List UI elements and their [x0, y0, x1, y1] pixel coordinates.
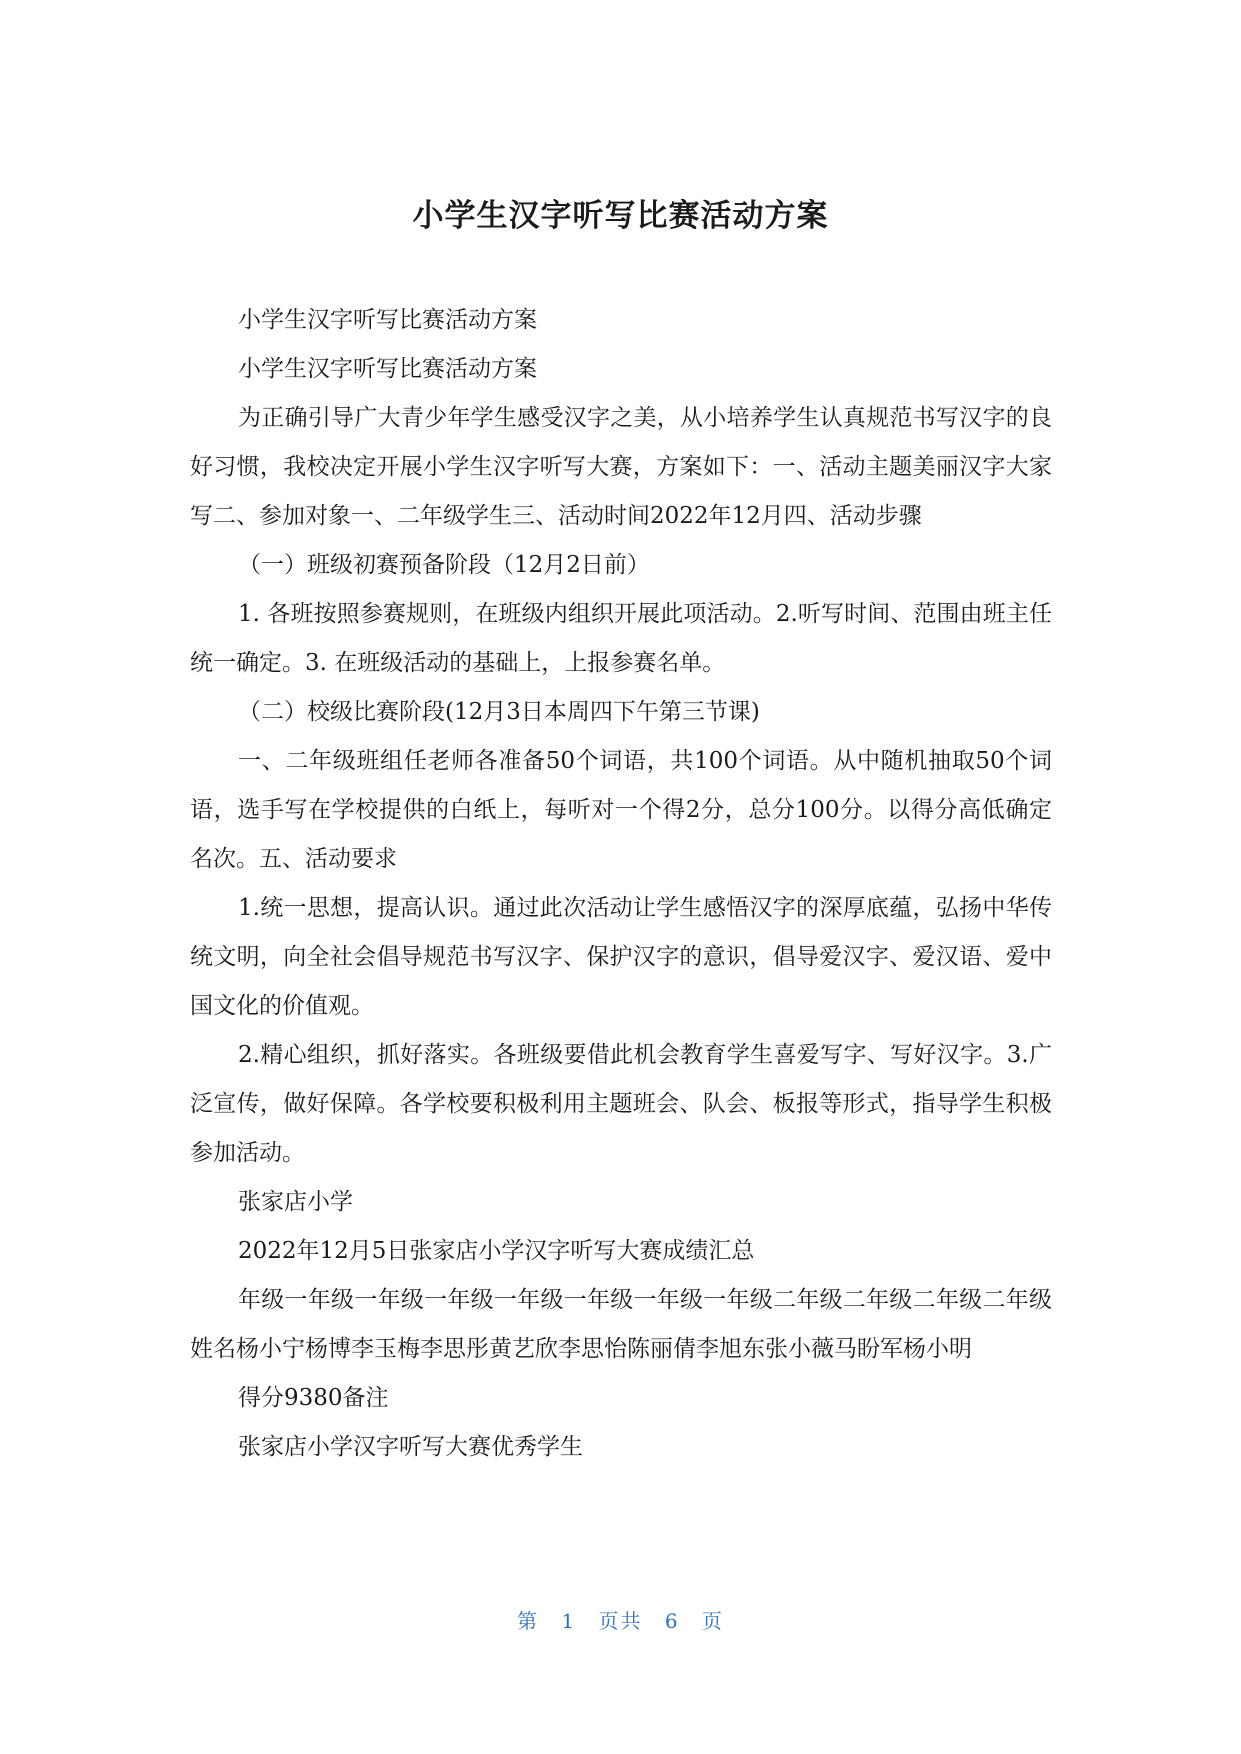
paragraph: 年级一年级一年级一年级一年级一年级一年级一年级二年级二年级二年级二年级姓名杨小宁杨博李玉梅李思彤黄艺欣李思怡陈丽倩李旭东张小薇马盼军杨小明 [190, 1287, 1052, 1362]
document-body [190, 296, 1052, 1472]
paragraph: 张家店小学 [238, 1189, 353, 1215]
paragraph: 小学生汉字听写比赛活动方案 [238, 307, 537, 333]
paragraph: 小学生汉字听写比赛活动方案 [238, 356, 537, 382]
footer-middle: 页共 [598, 1609, 643, 1633]
footer-current-page: 1 [561, 1609, 577, 1633]
paragraph: 张家店小学汉字听写大赛优秀学生 [238, 1434, 583, 1460]
footer-prefix: 第 [517, 1609, 540, 1633]
footer-suffix: 页 [701, 1609, 724, 1633]
paragraph: 1.统一思想，提高认识。通过此次活动让学生感悟汉字的深厚底蕴，弘扬中华传统文明，向全社会倡导规范书写汉字、保护汉字的意识，倡导爱汉字、爱汉语、爱中国文化的价值观。 [190, 895, 1052, 1019]
paragraph: 2022年12月5日张家店小学汉字听写大赛成绩汇总 [238, 1238, 755, 1264]
paragraph: （二）校级比赛阶段(12月3日本周四下午第三节课) [238, 699, 760, 725]
paragraph: 1. 各班按照参赛规则，在班级内组织开展此项活动。2.听写时间、范围由班主任统一确定。3. 在班级活动的基础上，上报参赛名单。 [190, 601, 1052, 676]
document-title: 小学生汉字听写比赛活动方案 [412, 198, 829, 234]
paragraph: 为正确引导广大青少年学生感受汉字之美，从小培养学生认真规范书写汉字的良好习惯，我校决定开展小学生汉字听写大赛，方案如下：一、活动主题美丽汉字大家写二、参加对象一、二年级学生三、活动时间2022年12月四、活动步骤 [190, 405, 1052, 529]
paragraph: （一）班级初赛预备阶段（12月2日前） [238, 552, 650, 578]
paragraph: 一、二年级班组任老师各准备50个词语，共100个词语。从中随机抽取50个词语，选手写在学校提供的白纸上，每听对一个得2分，总分100分。以得分高低确定名次。五、活动要求 [190, 748, 1052, 872]
paragraph: 得分9380备注 [238, 1385, 389, 1411]
page-footer [0, 1605, 1241, 1634]
paragraph: 2.精心组织，抓好落实。各班级要借此机会教育学生喜爱写字、写好汉字。3.广泛宣传，做好保障。各学校要积极利用主题班会、队会、板报等形式，指导学生积极参加活动。 [190, 1042, 1052, 1166]
footer-total-pages: 6 [664, 1609, 680, 1633]
